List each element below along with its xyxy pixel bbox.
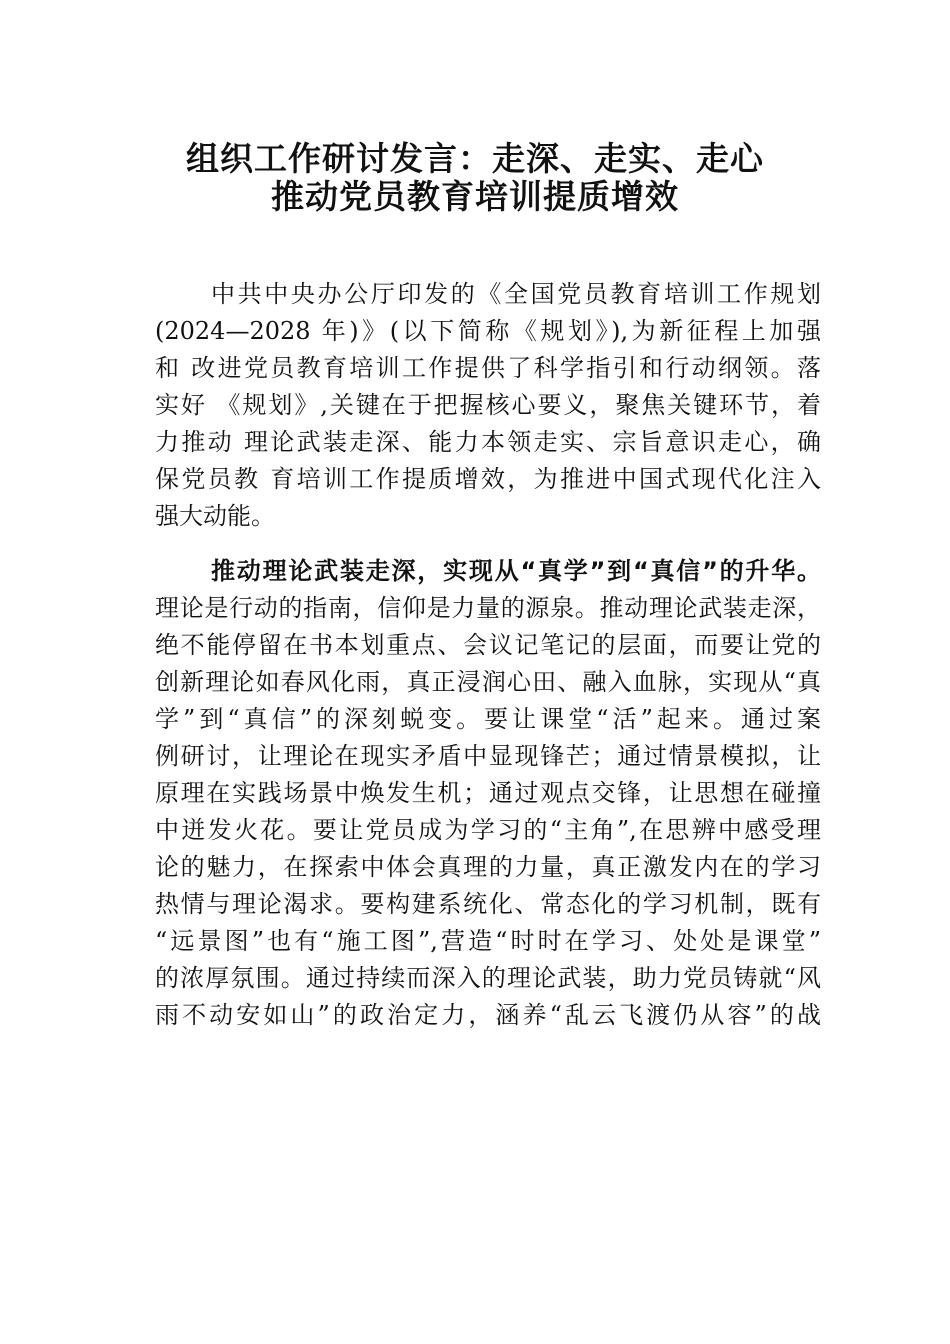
- text-line: 和 改进党员教育培训工作提供了科学指引和行动纲领。落: [155, 354, 821, 382]
- section-heading: 推动理论武装走深，实现从“真学”到“真信”的升华。: [211, 557, 821, 585]
- text-line: “远景图”也有“施工图”,营造“时时在学习、处处是课堂”: [155, 927, 821, 955]
- text-line: 论的魅力，在探索中体会真理的力量，真正激发内在的学习: [155, 853, 821, 881]
- document-title: [0, 140, 950, 216]
- title-line-1: 组织工作研讨发言：走深、走实、走心: [186, 139, 764, 178]
- text-line: 力推动 理论武装走深、能力本领走实、宗旨意识走心，确: [155, 428, 821, 456]
- paragraph-section-1: [155, 553, 821, 1034]
- document-body: [155, 276, 821, 1034]
- text-line: 理论是行动的指南，信仰是力量的源泉。推动理论武装走深，: [155, 594, 821, 622]
- text-line: 原理在实践场景中焕发生机；通过观点交锋，让思想在碰撞: [155, 779, 821, 807]
- text-line: 实好 《规划》,关键在于把握核心要义，聚焦关键环节，着: [155, 391, 821, 419]
- text-line: 绝不能停留在书本划重点、会议记笔记的层面，而要让党的: [155, 631, 821, 659]
- text-line: (2024—2028 年)》(以下简称《规划》),为新征程上加强: [155, 317, 821, 345]
- text-line: 的浓厚氛围。通过持续而深入的理论武装，助力党员铸就“风: [155, 964, 821, 992]
- text-line: 雨不动安如山”的政治定力，涵养“乱云飞渡仍从容”的战: [155, 1001, 821, 1029]
- text-line: 强大动能。: [155, 502, 275, 530]
- paragraph-intro: [155, 276, 821, 535]
- text-line: 创新理论如春风化雨，真正浸润心田、融入血脉，实现从“真: [155, 668, 821, 696]
- text-line: 例研讨，让理论在现实矛盾中显现锋芒；通过情景模拟，让: [155, 742, 821, 770]
- text-line: 热情与理论渴求。要构建系统化、常态化的学习机制，既有: [155, 890, 821, 918]
- text-line: 中共中央办公厅印发的《全国党员教育培训工作规划: [211, 280, 821, 308]
- text-line: 中迸发火花。要让党员成为学习的“主角”,在思辨中感受理: [155, 816, 821, 844]
- title-line-2: 推动党员教育培训提质增效: [271, 177, 679, 216]
- text-line: 学”到“真信”的深刻蜕变。要让课堂“活”起来。通过案: [155, 705, 821, 733]
- text-line: 保党员教 育培训工作提质增效，为推进中国式现代化注入: [155, 465, 821, 493]
